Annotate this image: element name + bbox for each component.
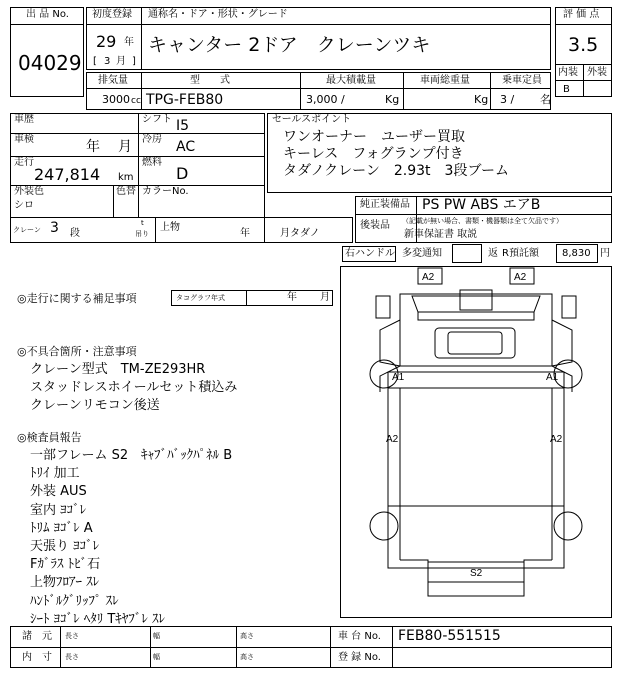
mark-a1-left: A1 bbox=[392, 372, 405, 383]
score-value: 3.5 bbox=[568, 34, 599, 56]
interior-label: 内装 bbox=[558, 67, 578, 78]
color-change-label: 色替 bbox=[116, 186, 136, 197]
inspector-line: 上物ﾌﾛｱｰ ｽﾚ bbox=[30, 575, 100, 591]
inspector-line: 室内 ﾖｺﾞﾚ bbox=[30, 502, 87, 518]
crane-lift-unit-top: t bbox=[141, 219, 144, 227]
defect-line-1: クレーン型式 TM-ZE293HR bbox=[30, 362, 206, 377]
mark-a2-right-side: A2 bbox=[550, 434, 563, 445]
capacity-value: 3 / bbox=[500, 93, 515, 106]
inner-width-label: 幅 bbox=[153, 653, 160, 661]
inspector-line: ﾊﾝﾄﾞﾙｸﾞﾘｯﾌﾟ ｽﾚ bbox=[30, 593, 119, 609]
inspection-month: 月 bbox=[118, 139, 132, 155]
inspector-line: 天張り ﾖｺﾞﾚ bbox=[30, 539, 100, 554]
inspector-line: ﾄﾘﾑ ﾖｺﾞﾚ A bbox=[30, 520, 93, 536]
driving-notes-title: ◎走行に関する補足事項 bbox=[17, 292, 137, 305]
tacho-label: タコグラフ年式 bbox=[176, 294, 225, 302]
model-label: 型 式 bbox=[190, 75, 230, 86]
max-load-label: 最大積載量 bbox=[326, 75, 376, 86]
multi-change-label: 多変通知 bbox=[402, 248, 442, 259]
sales-point-line-2: キーレス フォグランプ付き bbox=[283, 146, 464, 162]
inner-dims-label: 内 寸 bbox=[22, 652, 52, 663]
mark-s2-rear: S2 bbox=[470, 568, 483, 579]
gvw-unit: Kg bbox=[474, 93, 489, 106]
chassis-label: 車 台 No. bbox=[338, 631, 381, 642]
recycle-unit: 円 bbox=[600, 248, 610, 259]
dims-label: 諸 元 bbox=[22, 631, 52, 642]
defect-line-2: スタッドレスホイールセット積込み bbox=[30, 380, 238, 395]
displacement-unit: cc bbox=[131, 96, 141, 106]
ext-color-value: シロ bbox=[14, 200, 34, 211]
capacity-label: 乗車定員 bbox=[502, 75, 542, 86]
registration-year: 29 bbox=[96, 32, 117, 51]
mark-a2-left-side: A2 bbox=[386, 434, 399, 445]
mileage-unit: km bbox=[118, 172, 134, 183]
truck-diagram bbox=[340, 266, 612, 618]
crane-row bbox=[265, 217, 353, 243]
rhd-label: 右ハンドル bbox=[345, 248, 395, 259]
inspector-title: ◎検査員報告 bbox=[17, 431, 82, 444]
defects-title: ◎不具合箇所・注意事項 bbox=[17, 345, 137, 358]
multi-change-box bbox=[452, 244, 482, 263]
inspector-line: 外装 AUS bbox=[30, 484, 87, 500]
inspection-year: 年 bbox=[86, 139, 100, 155]
registration-month: 3 bbox=[104, 56, 111, 67]
crane-stage-unit: 段 bbox=[70, 228, 80, 239]
inspector-line: ﾄﾘｲ 加工 bbox=[30, 466, 80, 482]
aftermarket-note: （記載が無い場合、書類・機器類は全て欠品です） bbox=[402, 217, 563, 225]
mark-a1-right: A1 bbox=[546, 372, 559, 383]
aftermarket-label: 後装品 bbox=[360, 220, 390, 231]
tacho-year: 年 bbox=[287, 292, 297, 303]
crane-label: クレーン bbox=[13, 226, 41, 234]
max-load-unit: Kg bbox=[385, 93, 400, 106]
year-unit: 年 bbox=[124, 37, 134, 48]
displacement-label: 排気量 bbox=[98, 75, 128, 86]
defect-line-3: クレーンリモコン後送 bbox=[30, 398, 160, 413]
inner-length-label: 長さ bbox=[65, 653, 79, 661]
fuel-label: 燃料 bbox=[142, 157, 162, 168]
shift-label: シフト bbox=[142, 114, 172, 125]
height-label: 高さ bbox=[240, 632, 254, 640]
lot-label: 出 品 No. bbox=[26, 9, 69, 20]
upper-month: 月 bbox=[280, 228, 290, 239]
crane-lift-unit: 吊り bbox=[135, 230, 149, 238]
inspector-line: 一部フレーム S2 ｷｬﾌﾞﾊﾞｯｸﾊﾟﾈﾙ B bbox=[30, 448, 233, 463]
chassis-value: FEB80-551515 bbox=[398, 628, 501, 644]
gvw-label: 車両総重量 bbox=[420, 75, 470, 86]
inspection-label: 車検 bbox=[14, 134, 34, 145]
month-bracket-close: ] bbox=[132, 56, 136, 67]
capacity-unit: 名 bbox=[540, 93, 551, 106]
recycle-label: R預託額 bbox=[502, 248, 539, 259]
length-label: 長さ bbox=[65, 632, 79, 640]
month-unit: 月 bbox=[116, 56, 126, 67]
inspector-line: ｼｰﾄ ﾖｺﾞﾚ ﾍﾀﾘ Tｷﾔﾌﾞﾚ ｽﾚ bbox=[30, 611, 165, 627]
ext-color-label: 外装色 bbox=[14, 186, 44, 197]
fuel-value: D bbox=[176, 164, 189, 183]
ac-label: 冷房 bbox=[142, 134, 162, 145]
crane-stage: 3 bbox=[50, 220, 59, 236]
mileage-value: 247,814 bbox=[34, 165, 101, 184]
car-name-label: 通称名・ドア・形状・グレード bbox=[148, 9, 288, 20]
exterior-label: 外装 bbox=[587, 67, 607, 78]
car-name: キャンター 2ドア クレーンツキ bbox=[148, 34, 431, 56]
mileage-label: 走行 bbox=[14, 157, 34, 168]
registration-label: 登 録 No. bbox=[338, 652, 381, 663]
equipment-value: PS PW ABS エアB bbox=[422, 197, 541, 213]
shift-value: I5 bbox=[176, 118, 190, 134]
inspector-line: Fｶﾞﾗｽ ﾄﾋﾞ石 bbox=[30, 557, 101, 573]
sales-point-line-1: ワンオーナー ユーザー買取 bbox=[283, 129, 465, 145]
history-label: 車歴 bbox=[14, 114, 34, 125]
mark-a2-right: A2 bbox=[514, 272, 527, 283]
width-label: 幅 bbox=[153, 632, 160, 640]
sales-point-label: セールスポイント bbox=[272, 114, 352, 125]
damage-marks bbox=[386, 268, 563, 579]
upper-label: 上物 bbox=[160, 222, 180, 233]
upper-maker: タダノ bbox=[290, 228, 320, 239]
interior-grade: B bbox=[563, 84, 570, 95]
upper-year: 年 bbox=[240, 228, 250, 239]
month-bracket-open: [ bbox=[93, 56, 97, 67]
displacement-value: 3000 bbox=[102, 93, 130, 106]
tacho-month: 月 bbox=[320, 292, 330, 303]
model-value: TPG-FEB80 bbox=[146, 92, 224, 108]
ac-value: AC bbox=[176, 139, 196, 155]
mark-a2-left: A2 bbox=[422, 272, 435, 283]
first-registration-label: 初度登録 bbox=[92, 9, 132, 20]
inner-height-label: 高さ bbox=[240, 653, 254, 661]
max-load-value: 3,000 / bbox=[306, 93, 345, 106]
equipment-label: 純正装備品 bbox=[360, 199, 410, 210]
lot-number: 04029 bbox=[18, 51, 82, 75]
recycle-value: 8,830 bbox=[562, 248, 591, 259]
color-no-label: カラーNo. bbox=[142, 186, 189, 197]
rough-label: 返 bbox=[488, 248, 498, 259]
documents-value: 新車保証書 取説 bbox=[404, 229, 478, 240]
score-label: 評 価 点 bbox=[563, 9, 600, 20]
sales-point-line-3: タダノクレーン 2.93t 3段ブーム bbox=[283, 163, 510, 179]
